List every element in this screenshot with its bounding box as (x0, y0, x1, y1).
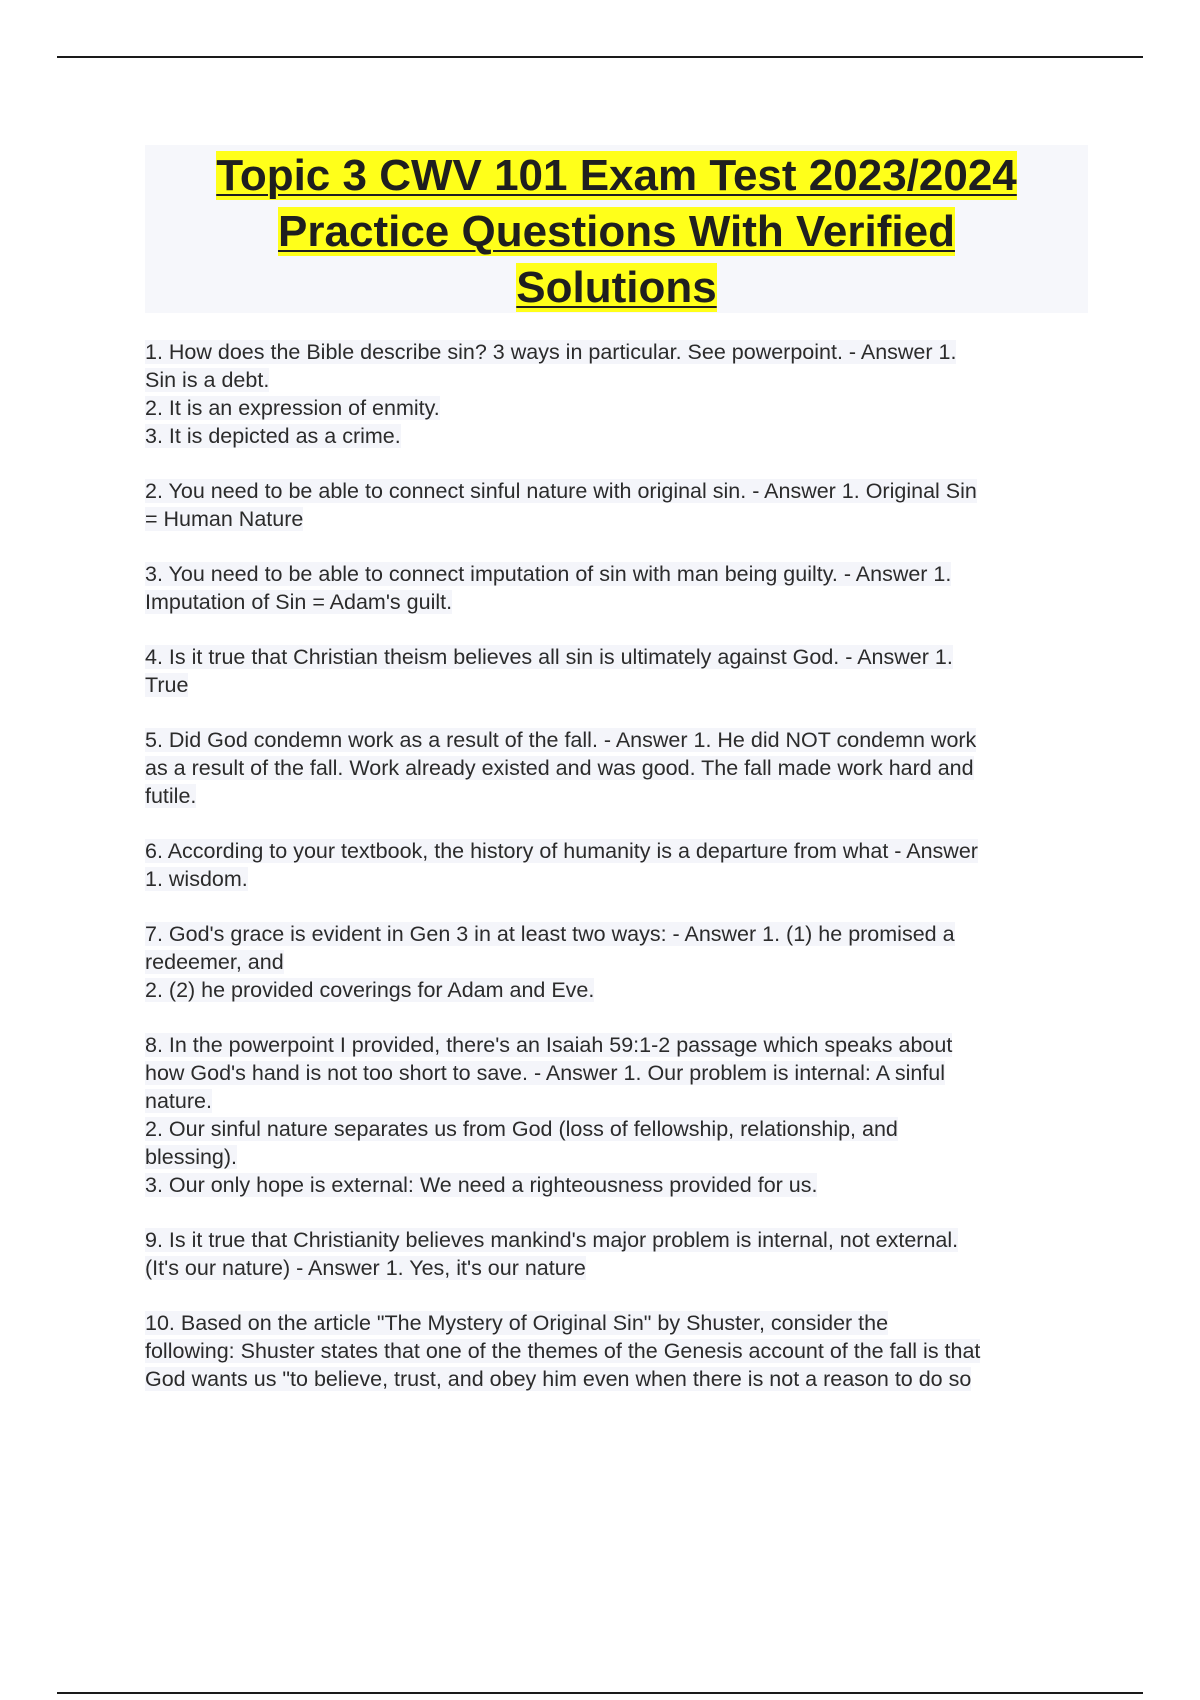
question-line: as a result of the fall. Work already existed and was good. The fall made work hard and (145, 756, 974, 780)
question-line: following: Shuster states that one of the themes of the Genesis account of the fall is that (145, 1339, 981, 1363)
question-line: 5. Did God condemn work as a result of the fall. - Answer 1. He did NOT condemn work (145, 728, 977, 752)
question-line: True (145, 673, 189, 697)
question-line: God wants us "to believe, trust, and obey him even when there is not a reason to do so (145, 1367, 972, 1391)
question-item (145, 726, 1090, 810)
question-line: 2. Our sinful nature separates us from God (loss of fellowship, relationship, and (145, 1117, 898, 1141)
question-item (145, 1309, 1090, 1393)
question-line: nature. (145, 1089, 212, 1113)
question-line: (It's our nature) - Answer 1. Yes, it's our nature (145, 1256, 586, 1280)
question-line: 10. Based on the article "The Mystery of Original Sin" by Shuster, consider the (145, 1311, 889, 1335)
question-line: 3. It is depicted as a crime. (145, 424, 401, 448)
title-line-3: Solutions (516, 263, 717, 312)
question-line: Imputation of Sin = Adam's guilt. (145, 590, 453, 614)
question-line: 1. How does the Bible describe sin? 3 ways in particular. See powerpoint. - Answer 1. (145, 340, 957, 364)
question-item (145, 643, 1090, 699)
question-line: 1. wisdom. (145, 867, 248, 891)
question-item (145, 560, 1090, 616)
question-line: 2. You need to be able to connect sinful nature with original sin. - Answer 1. Original Sin (145, 479, 977, 503)
question-line: Sin is a debt. (145, 368, 270, 392)
question-line: 2. It is an expression of enmity. (145, 396, 440, 420)
question-line: 7. God's grace is evident in Gen 3 in at least two ways: - Answer 1. (1) he promised a (145, 922, 955, 946)
question-line: 8. In the powerpoint I provided, there's an Isaiah 59:1-2 passage which speaks about (145, 1033, 953, 1057)
question-line: 3. You need to be able to connect imputation of sin with man being guilty. - Answer 1. (145, 562, 952, 586)
question-item (145, 1031, 1090, 1199)
question-line: = Human Nature (145, 507, 304, 531)
question-line: blessing). (145, 1145, 238, 1169)
question-item (145, 837, 1090, 893)
question-line: 9. Is it true that Christianity believes mankind's major problem is internal, not external. (145, 1228, 959, 1252)
title-line-1: Topic 3 CWV 101 Exam Test 2023/2024 (216, 151, 1017, 200)
question-line: 2. (2) he provided coverings for Adam and Eve. (145, 978, 595, 1002)
question-list (145, 338, 1090, 1420)
top-rule (57, 56, 1143, 58)
question-item (145, 477, 1090, 533)
title-block (145, 145, 1088, 313)
question-item (145, 338, 1090, 450)
question-line: redeemer, and (145, 950, 284, 974)
question-line: futile. (145, 784, 197, 808)
title-line-2: Practice Questions With Verified (278, 207, 955, 256)
question-line: how God's hand is not too short to save. - Answer 1. Our problem is internal: A sinful (145, 1061, 946, 1085)
question-line: 6. According to your textbook, the history of humanity is a departure from what - Answer (145, 839, 978, 863)
bottom-rule (57, 1692, 1143, 1694)
question-item (145, 1226, 1090, 1282)
document-title (145, 145, 1088, 316)
question-line: 3. Our only hope is external: We need a righteousness provided for us. (145, 1173, 818, 1197)
question-item (145, 920, 1090, 1004)
question-line: 4. Is it true that Christian theism believes all sin is ultimately against God. - Answer 1. (145, 645, 953, 669)
